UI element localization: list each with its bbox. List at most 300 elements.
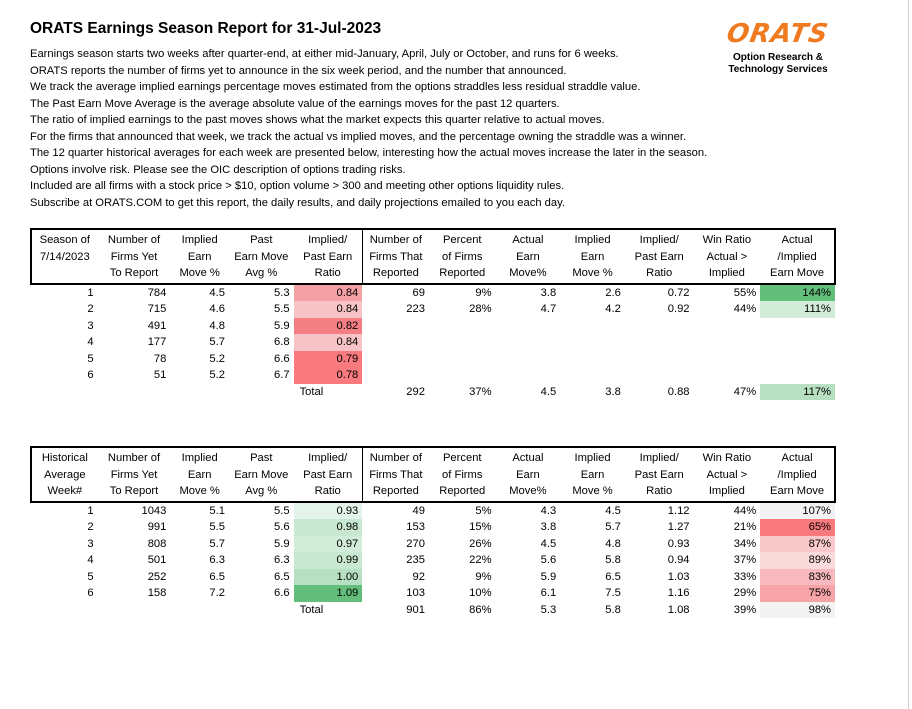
header-line: Percent xyxy=(442,452,482,464)
table-cell: 15% xyxy=(469,521,492,533)
header-line: Actual xyxy=(781,234,813,246)
header-line: Earn xyxy=(187,250,212,263)
header-line: Actual xyxy=(781,452,813,464)
column-header xyxy=(625,447,694,502)
total-cell: 0.88 xyxy=(667,385,690,398)
logo-mark: ORATS xyxy=(724,19,832,49)
header-line: Percent xyxy=(442,234,482,246)
table-cell: 491 xyxy=(147,319,167,332)
table-cell: 49 xyxy=(412,504,425,517)
table-cell: 784 xyxy=(147,286,167,299)
table-cell: 1 xyxy=(87,286,94,299)
table-cell xyxy=(362,334,429,351)
table-cell: 4.5 xyxy=(209,286,225,299)
header-line: Implied/ xyxy=(639,234,679,246)
header-line: Reported xyxy=(439,485,486,497)
table-cell: 6.6 xyxy=(274,352,290,365)
table-cell: 6 xyxy=(87,587,94,599)
table-cell: 0.84 xyxy=(294,301,363,318)
table-cell xyxy=(496,367,561,384)
header-line: To Report xyxy=(109,485,159,497)
table-cell: 4.7 xyxy=(540,303,557,315)
table-cell: 0.78 xyxy=(294,367,363,384)
header-line: Actual xyxy=(512,452,544,464)
table-cell: 5 xyxy=(87,570,94,583)
table-cell xyxy=(694,367,761,384)
header-line: Earn xyxy=(187,468,212,481)
table-cell: 2 xyxy=(87,521,94,533)
header-line: Earn Move xyxy=(770,485,825,497)
header-line: Implied xyxy=(708,267,745,279)
table-cell: 44% xyxy=(733,303,757,315)
column-header xyxy=(625,229,694,284)
table-cell: 6 xyxy=(87,369,94,381)
table-cell: 5.7 xyxy=(605,521,621,533)
table-cell: 6.6 xyxy=(274,587,290,599)
header-line: Actual > xyxy=(706,468,748,481)
table-cell: 28% xyxy=(469,303,492,315)
table-cell: 107% xyxy=(760,502,835,520)
column-header xyxy=(429,447,496,502)
description-line: Options involve risk. Please see the OIC description of options trading risks. xyxy=(30,163,406,176)
table-cell: 177 xyxy=(147,336,167,348)
table-row xyxy=(31,318,835,335)
table-cell: 65% xyxy=(760,519,835,536)
total-cell: 901 xyxy=(406,603,425,616)
header-line: Avg % xyxy=(245,267,278,279)
table-cell: 4 xyxy=(87,554,94,566)
column-header xyxy=(31,447,98,502)
header-line: Number of xyxy=(369,234,422,246)
header-line: Historical xyxy=(41,452,88,464)
description-line: Subscribe at ORATS.COM to get this report, the daily results, and daily projections emailed to you each day. xyxy=(30,196,565,209)
total-cell: 86% xyxy=(469,603,492,616)
table-cell: 5.2 xyxy=(209,352,225,365)
table-cell: 26% xyxy=(469,537,492,550)
table-cell: 6.1 xyxy=(540,587,557,599)
table-header xyxy=(31,229,835,284)
header-line: Ratio xyxy=(646,267,673,279)
table-cell: 4.5 xyxy=(605,504,621,517)
table-cell: 55% xyxy=(733,286,757,299)
table-cell: 0.84 xyxy=(294,284,363,302)
header-line: /Implied xyxy=(777,468,817,481)
table-cell: 22% xyxy=(469,554,492,566)
header-line xyxy=(34,265,96,282)
table-cell: 4 xyxy=(87,336,94,348)
table-cell: 5.9 xyxy=(274,537,290,550)
table-cell: 5.7 xyxy=(209,537,225,550)
table-header xyxy=(31,447,835,502)
empty-cell xyxy=(98,384,171,401)
table-cell: 0.93 xyxy=(667,537,690,550)
total-label: Total xyxy=(299,385,324,398)
table-cell: 83% xyxy=(760,569,835,586)
header-line: Implied xyxy=(574,452,611,464)
table-cell: 5.5 xyxy=(209,521,225,533)
header-line: Firms Yet xyxy=(110,250,158,263)
column-header xyxy=(496,447,561,502)
empty-cell xyxy=(31,384,98,401)
table-cell: 6.7 xyxy=(274,369,290,381)
current-season-table xyxy=(30,228,836,400)
header-line: 7/14/2023 xyxy=(39,250,90,263)
column-header xyxy=(229,447,294,502)
table-cell: 5.1 xyxy=(209,504,225,517)
table-cell: 3.8 xyxy=(540,286,557,299)
header-line: Earn Move xyxy=(234,250,289,263)
description-line: The Past Earn Move Average is the average absolute value of the earnings moves for the past 12 quarters. xyxy=(30,97,560,110)
table-cell: 1.27 xyxy=(667,521,690,533)
table-cell: 6.5 xyxy=(274,570,290,583)
description-line: We track the average implied earnings percentage moves estimated from the options straddles less residual straddle value. xyxy=(30,81,641,93)
table-cell: 2 xyxy=(87,303,94,315)
table-cell: 5% xyxy=(475,504,492,517)
header-line: Actual > xyxy=(706,250,748,263)
table-cell: 6.5 xyxy=(605,570,621,583)
table-body xyxy=(31,502,835,619)
table-cell: 51 xyxy=(153,369,167,381)
table-cell xyxy=(496,318,561,335)
header-line: Season of xyxy=(39,234,91,246)
header-line: Earn xyxy=(580,250,605,263)
table-cell: 4.5 xyxy=(540,537,557,550)
table-cell: 5.6 xyxy=(540,554,557,566)
table-cell: 5.9 xyxy=(274,319,290,332)
table-cell: 92 xyxy=(412,570,425,583)
description-line: Included are all firms with a stock price > $10, option volume > 300 and meeting other options liquidity rules. xyxy=(30,180,565,192)
table-cell: 34% xyxy=(733,537,757,550)
header-line: Reported xyxy=(372,267,419,279)
header-line: Move % xyxy=(179,485,220,497)
table-cell: 0.93 xyxy=(294,502,363,520)
header-line: of Firms xyxy=(442,468,483,481)
table-cell: 6.8 xyxy=(274,336,290,348)
table-row xyxy=(31,502,835,520)
table-cell xyxy=(625,351,694,368)
header-line: Firms That xyxy=(369,468,423,481)
header-line: Avg % xyxy=(245,485,278,497)
table-cell: 715 xyxy=(147,303,167,315)
table-row xyxy=(31,585,835,602)
table-cell: 5.5 xyxy=(274,504,290,517)
table-cell: 808 xyxy=(147,537,167,550)
description-line: ORATS reports the number of firms yet to announce in the six week period, and the number that announced. xyxy=(30,64,567,77)
table-cell: 7.2 xyxy=(209,587,225,599)
description-line: The ratio of implied earnings to the past moves shows what the market expects this quarter relative to actual moves. xyxy=(30,114,605,126)
table-cell: 0.98 xyxy=(294,519,363,536)
description-line: The 12 quarter historical averages for each week are presented below, interesting how the actual moves increase the later in the season. xyxy=(30,147,708,159)
table-cell xyxy=(760,367,835,384)
table-cell: 1.16 xyxy=(667,587,690,599)
total-cell: 47% xyxy=(733,385,757,398)
table-row xyxy=(31,569,835,586)
table-cell xyxy=(625,318,694,335)
table-cell: 153 xyxy=(406,521,425,533)
logo-tagline-2: Technology Services xyxy=(728,64,828,75)
table-cell: 103 xyxy=(406,587,425,599)
table-cell: 33% xyxy=(733,570,757,583)
total-cell: 39% xyxy=(733,603,757,616)
table-cell: 6.5 xyxy=(209,570,225,583)
header-line: of Firms xyxy=(442,250,483,263)
header-line: Past Earn xyxy=(634,468,684,481)
table-cell xyxy=(760,334,835,351)
table-cell: 0.72 xyxy=(667,286,690,299)
report-description xyxy=(30,46,707,211)
header-line: Win Ratio xyxy=(702,234,752,246)
table-cell: 69 xyxy=(412,286,425,299)
header-line: Number of xyxy=(107,234,161,246)
column-header xyxy=(229,229,294,284)
column-header xyxy=(694,447,761,502)
empty-cell xyxy=(170,602,229,619)
header-line: Average xyxy=(44,468,86,481)
table-cell: 9% xyxy=(475,570,492,583)
column-header xyxy=(760,447,835,502)
table-cell xyxy=(694,318,761,335)
table-cell: 29% xyxy=(733,587,757,599)
table-cell: 4.8 xyxy=(209,319,225,332)
table-cell xyxy=(560,334,625,351)
table-row xyxy=(31,552,835,569)
table-cell xyxy=(496,351,561,368)
orats-logo xyxy=(718,20,838,76)
table-cell: 10% xyxy=(469,587,492,599)
header-line: Move % xyxy=(572,485,613,497)
column-header xyxy=(429,229,496,284)
header-line: Implied/ xyxy=(308,452,348,464)
header-line: Firms Yet xyxy=(110,468,158,481)
header-line: Ratio xyxy=(314,485,341,497)
column-header xyxy=(362,229,429,284)
column-header xyxy=(98,229,171,284)
table-cell: 144% xyxy=(760,284,835,302)
table-cell: 4.3 xyxy=(540,504,557,517)
empty-cell xyxy=(229,384,294,401)
table-cell: 4.8 xyxy=(605,537,621,550)
empty-cell xyxy=(170,384,229,401)
table-cell: 5.8 xyxy=(605,554,621,566)
column-header xyxy=(170,229,229,284)
column-header xyxy=(98,447,171,502)
table-cell xyxy=(362,318,429,335)
header-line: Earn Move xyxy=(234,468,289,481)
table-body xyxy=(31,284,835,401)
table-cell xyxy=(694,351,761,368)
header-line: Reported xyxy=(372,485,419,497)
header-line: Win Ratio xyxy=(702,452,752,464)
table-cell: 21% xyxy=(733,521,757,533)
table-cell: 991 xyxy=(147,521,167,533)
table-row xyxy=(31,536,835,553)
table-cell: 4.2 xyxy=(605,303,621,315)
table-cell: 3 xyxy=(87,319,94,332)
table-cell: 0.82 xyxy=(294,318,363,335)
header-line: Reported xyxy=(439,267,486,279)
table-cell: 235 xyxy=(406,554,425,566)
table-cell xyxy=(429,367,496,384)
table-cell: 5.5 xyxy=(274,303,290,315)
column-header xyxy=(560,229,625,284)
column-header xyxy=(294,229,363,284)
total-label: Total xyxy=(299,603,324,616)
table-cell: 5.6 xyxy=(274,521,290,533)
table-cell xyxy=(429,334,496,351)
header-line: Earn Move xyxy=(770,267,825,279)
column-header xyxy=(294,447,363,502)
table-cell: 44% xyxy=(733,504,757,517)
table-cell: 3.8 xyxy=(540,521,557,533)
total-cell: 98% xyxy=(760,602,835,619)
total-cell: 5.3 xyxy=(540,603,557,616)
table-cell: 75% xyxy=(760,585,835,602)
header-line: Number of xyxy=(107,452,161,464)
header-line: Move% xyxy=(509,485,547,497)
header-line: Implied/ xyxy=(639,452,679,464)
table-cell: 252 xyxy=(147,570,167,583)
description-line: Earnings season starts two weeks after quarter-end, at either mid-January, April, July or October, and runs for 6 weeks. xyxy=(30,48,619,60)
header-line: Actual xyxy=(512,234,544,246)
table-cell: 1 xyxy=(87,504,94,517)
table-cell: 111% xyxy=(760,301,835,318)
table-cell xyxy=(429,351,496,368)
table-cell: 87% xyxy=(760,536,835,553)
table-cell: 158 xyxy=(147,587,167,599)
table-cell: 7.5 xyxy=(605,587,621,599)
total-cell: 4.5 xyxy=(540,385,557,398)
table-cell: 5.7 xyxy=(209,336,225,348)
table-cell xyxy=(560,351,625,368)
table-cell: 4.6 xyxy=(209,303,225,315)
description-line: For the firms that announced that week, we track the actual vs implied moves, and the percentage owning the straddle was a winner. xyxy=(30,130,687,143)
header-line: Implied/ xyxy=(308,234,348,246)
table-cell: 6.3 xyxy=(274,554,290,566)
table-cell: 5 xyxy=(87,352,94,365)
table-cell: 89% xyxy=(760,552,835,569)
header-line: Number of xyxy=(369,452,422,464)
table-row xyxy=(31,367,835,384)
column-header xyxy=(560,447,625,502)
header-line: Past xyxy=(250,452,273,464)
table-row xyxy=(31,519,835,536)
total-cell: 117% xyxy=(760,384,835,401)
header-line: Firms That xyxy=(369,250,423,263)
header-line: Past xyxy=(250,234,273,246)
table-cell: 5.9 xyxy=(540,570,557,583)
table-cell xyxy=(496,334,561,351)
table-cell xyxy=(694,334,761,351)
empty-cell xyxy=(98,602,171,619)
header-line: Past Earn xyxy=(303,468,353,481)
table-row xyxy=(31,301,835,318)
header-line: Ratio xyxy=(314,267,341,279)
header-line: Week# xyxy=(47,485,83,497)
table-cell: 1.00 xyxy=(294,569,363,586)
table-cell: 5.3 xyxy=(274,286,290,299)
column-header xyxy=(170,447,229,502)
table-cell: 0.97 xyxy=(294,536,363,553)
table-cell: 6.3 xyxy=(209,554,225,566)
header-line: Move% xyxy=(509,267,547,279)
table-cell: 270 xyxy=(406,537,425,550)
table-cell: 0.94 xyxy=(667,554,690,566)
table-cell: 2.6 xyxy=(605,286,621,299)
total-cell: 37% xyxy=(469,385,492,398)
total-cell: 1.08 xyxy=(667,603,690,616)
table-row xyxy=(31,351,835,368)
table-cell xyxy=(362,351,429,368)
column-header xyxy=(694,229,761,284)
table-cell: 223 xyxy=(406,303,425,315)
table-cell: 5.2 xyxy=(209,369,225,381)
table-cell xyxy=(560,367,625,384)
table-cell: 1.09 xyxy=(294,585,363,602)
header-line: Implied xyxy=(574,234,611,246)
header-line: /Implied xyxy=(777,250,817,263)
header-line: Past Earn xyxy=(303,250,353,263)
table-cell xyxy=(625,367,694,384)
header-line: Implied xyxy=(708,485,745,497)
table-cell xyxy=(560,318,625,335)
header-line: Implied xyxy=(181,452,218,464)
table-cell: 1.12 xyxy=(667,504,690,517)
column-header xyxy=(31,229,98,284)
table-cell xyxy=(429,318,496,335)
header-line: Move % xyxy=(179,267,220,279)
header-line: Earn xyxy=(580,468,605,481)
table-cell: 501 xyxy=(147,554,167,566)
table-cell xyxy=(362,367,429,384)
table-row xyxy=(31,334,835,351)
header-line: To Report xyxy=(109,267,159,279)
total-cell: 3.8 xyxy=(605,385,621,398)
table-cell: 1043 xyxy=(141,504,167,517)
header-line: Earn xyxy=(516,468,540,481)
header-line: Move % xyxy=(572,267,613,279)
header-line: Earn xyxy=(516,250,540,263)
table-cell: 3 xyxy=(87,537,94,550)
table-cell xyxy=(760,318,835,335)
historical-average-table xyxy=(30,446,836,618)
header-line: Past Earn xyxy=(634,250,684,263)
table-cell: 0.99 xyxy=(294,552,363,569)
logo-tagline-1: Option Research & xyxy=(732,52,824,63)
report-title: ORATS Earnings Season Report for 31-Jul-2023 xyxy=(30,20,382,37)
table-cell xyxy=(760,351,835,368)
table-cell: 78 xyxy=(153,352,167,365)
total-cell: 5.8 xyxy=(605,603,621,616)
total-row xyxy=(31,384,835,401)
table-cell: 0.79 xyxy=(294,351,363,368)
column-header xyxy=(362,447,429,502)
table-cell: 1.03 xyxy=(667,570,690,583)
header-line: Implied xyxy=(181,234,218,246)
column-header xyxy=(496,229,561,284)
table-cell: 9% xyxy=(475,286,492,299)
empty-cell xyxy=(229,602,294,619)
table-cell xyxy=(625,334,694,351)
header-line: Ratio xyxy=(646,485,673,497)
table-row xyxy=(31,284,835,302)
table-cell: 0.92 xyxy=(667,303,690,315)
total-cell: 292 xyxy=(406,385,425,398)
total-row xyxy=(31,602,835,619)
empty-cell xyxy=(31,602,98,619)
table-cell: 0.84 xyxy=(294,334,363,351)
column-header xyxy=(760,229,835,284)
table-cell: 37% xyxy=(733,554,757,566)
